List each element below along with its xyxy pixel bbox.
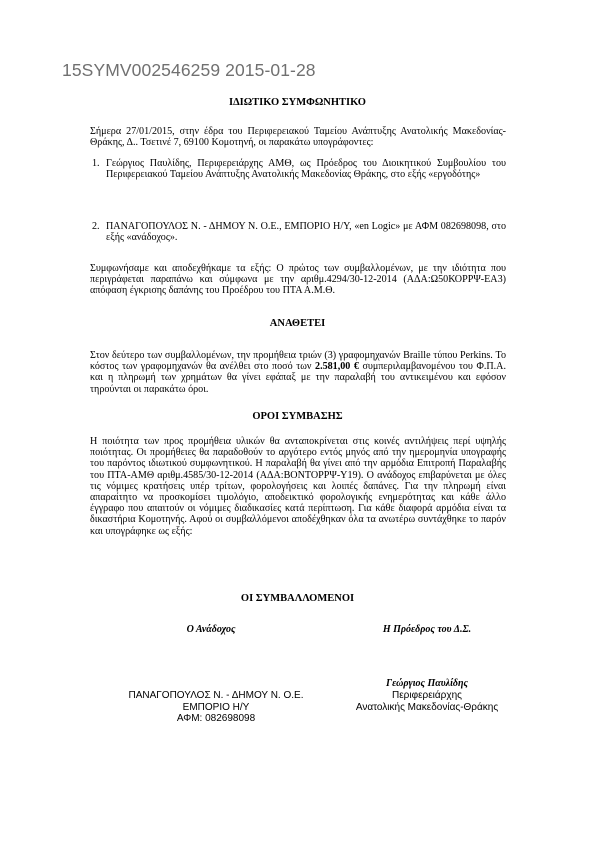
president-region: Ανατολικής Μακεδονίας-Θράκης bbox=[355, 701, 499, 713]
contractor-business: ΕΜΠΟΡΙΟ Η/Υ bbox=[182, 701, 250, 713]
party-text: ΠΑΝΑΓΟΠΟΥΛΟΣ Ν. - ΔΗΜΟΥ Ν. Ο.Ε., ΕΜΠΟΡΙΟ Η/Υ, «en Logic» με ΑΦΜ 082698098, στο εξής «ανάδοχος». bbox=[106, 221, 506, 244]
president-signature-title: Η Πρόεδρος του Δ.Σ. bbox=[382, 624, 472, 635]
agreement-paragraph: Συμφωνήσαμε και αποδεχθήκαμε τα εξής: Ο πρώτος των συμβαλλομένων, με την ιδιότητα που περιγράφεται παραπάνω και σύμφωνα με την αριθμ.4294/30-12-2014 (ΑΔΑ:Ω50ΚΟΡΡΨ-ΕΑ3) απόφαση έγκρισης δαπάνης του Προέδρου του ΠΤΑ Α.Μ.Θ. bbox=[90, 263, 506, 297]
contractor-signature-title: Ο Ανάδοχος bbox=[186, 624, 236, 635]
document-stamp: 15SYMV002546259 2015-01-28 bbox=[62, 60, 316, 80]
party-number: 1. bbox=[92, 158, 100, 169]
assign-text-end: συμπεριλαμβανομένου του Φ.Π.Α. και η πληρωμή των χρημάτων θα γίνει εφάπαξ με την παραλαβή του αντικειμένου και εφόσον τηρούνται οι παρακάτω όροι. bbox=[90, 361, 506, 395]
document-title: ΙΔΙΩΤΙΚΟ ΣΥΜΦΩΝΗΤΙΚΟ bbox=[229, 97, 366, 108]
president-name: Γεώργιος Παυλίδης bbox=[386, 678, 468, 689]
terms-heading: ΟΡΟΙ ΣΥΜΒΑΣΗΣ bbox=[252, 411, 343, 422]
president-details bbox=[337, 690, 517, 713]
parties-heading: ΟΙ ΣΥΜΒΑΛΛΟΜΕΝΟΙ bbox=[240, 593, 355, 604]
party-item-2 bbox=[92, 221, 506, 244]
assign-paragraph bbox=[90, 350, 506, 395]
terms-paragraph: Η ποιότητα των προς προμήθεια υλικών θα ανταποκρίνεται στις κοινές αντιλήψεις περί υψηλής ποιότητας. Οι προμήθειες θα παραδοθούν το αργότερο εντός μηνός από την ημερομηνία υπογραφής του παρόντος ιδιωτικού συμφωνητικού. Η παραλαβή θα γίνει από την αρμόδια Επιτροπή Παραλαβής του ΠΤΑ-ΑΜΘ αριθμ.4585/30-12-2014 (ΑΔΑ:ΒΟΝΤΟΡΡΨ-Υ19). Ο ανάδοχος επιβαρύνεται με όλες τις νόμιμες κρατήσεις υπέρ τρίτων, φορολογήσεις και λοιπές δαπάνες. Για την πληρωμή είναι απαραίτητο να προσκομίσει τιμολόγιο, αποδεικτικό φορολογικής ενημερότητας και κάθε άλλο έγγραφο που απαιτούν οι νόμιμες διαδικασίες κατά περίπτωση. Για κάθε διαφορά αρμόδια είναι τα δικαστήρια Κομοτηνής. Αφού οι συμβαλλόμενοι αποδέχθηκαν όλα τα ανωτέρω συντάχθηκε το παρόν και υπογράφηκε ως εξής: bbox=[90, 436, 506, 537]
assign-amount: 2.581,00 € bbox=[315, 361, 359, 373]
intro-paragraph: Σήμερα 27/01/2015, στην έδρα του Περιφερειακού Ταμείου Ανάπτυξης Ανατολικής Μακεδονίας-Θράκης, Δ.. Τσετινέ 7, 69100 Κομοτηνή, οι παρακάτω υπογράφοντες: bbox=[90, 126, 506, 149]
party-item-1 bbox=[92, 158, 506, 181]
contractor-vat: ΑΦΜ: 082698098 bbox=[176, 713, 256, 724]
assign-heading: ΑΝΑΘΕΤΕΙ bbox=[269, 318, 326, 329]
assign-text-start: Στον δεύτερο των συμβαλλομένων, την προμήθεια τριών (3) γραφομηχανών Braille τύπου Perkins. Το κόστος των γραφομηχανών θα ανέλθει στο ποσό των bbox=[90, 350, 506, 373]
president-role: Περιφερειάρχης bbox=[392, 690, 462, 701]
party-text: Γεώργιος Παυλίδης, Περιφερειάρχης ΑΜΘ, ως Πρόεδρος του Διοικητικού Συμβουλίου του Περιφερειακού Ταμείου Ανάπτυξης Ανατολικής Μακεδονίας Θράκης, στο εξής «εργοδότης» bbox=[106, 158, 506, 181]
contractor-name: ΠΑΝΑΓΟΠΟΥΛΟΣ Ν. - ΔΗΜΟΥ Ν. Ο.Ε. bbox=[128, 690, 304, 701]
contractor-details bbox=[96, 690, 336, 725]
party-number: 2. bbox=[92, 221, 100, 232]
